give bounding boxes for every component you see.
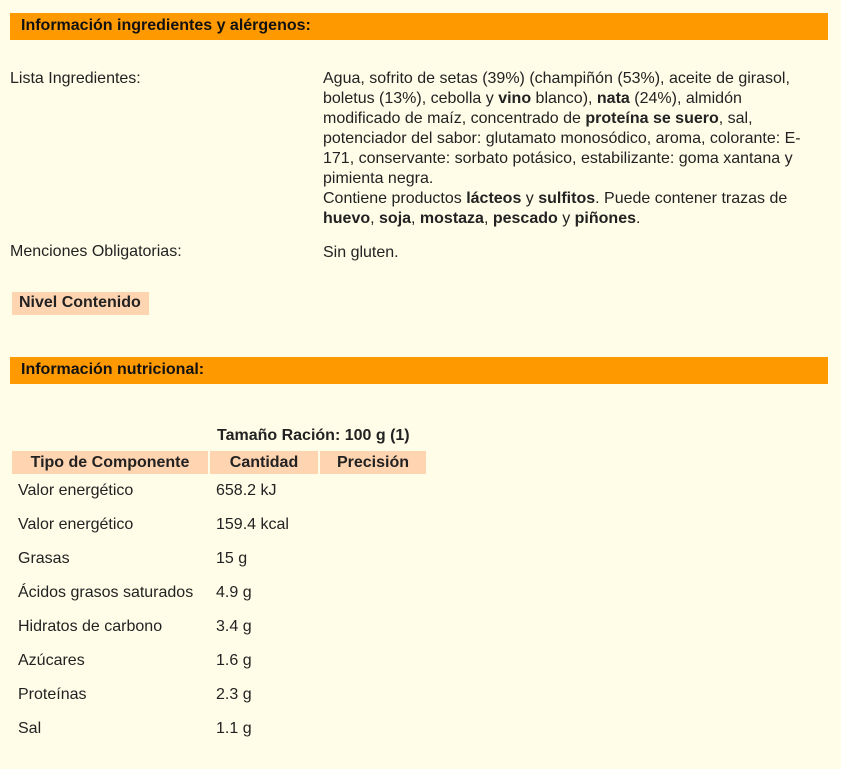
text-segment: blanco), (531, 90, 597, 107)
allergen-highlight: sulfitos (538, 190, 596, 207)
nutrient-quantity: 15 g (216, 550, 248, 567)
ingredients-list-label: Lista Ingredientes: (10, 70, 141, 87)
mentions-label: Menciones Obligatorias: (10, 243, 182, 260)
nutrition-table (10, 451, 428, 746)
allergen-highlight: pescado (492, 210, 558, 227)
header-precision: Precisión (320, 451, 426, 474)
allergen-highlight: proteína se suero (585, 110, 719, 127)
nutrition-row (12, 678, 426, 712)
nutrient-name: Azúcares (18, 652, 85, 669)
allergen-highlight: vino (498, 90, 532, 107)
nutrient-name: Sal (18, 720, 42, 737)
allergen-highlight: piñones (574, 210, 636, 227)
ingredients-text (323, 69, 818, 189)
allergen-highlight: soja (379, 210, 412, 227)
nutrient-name: Valor energético (18, 482, 134, 499)
text-segment: Contiene productos (323, 190, 467, 207)
text-segment: y (521, 190, 539, 207)
mentions-value: Sin gluten. (323, 244, 399, 261)
text-segment: , (411, 210, 420, 227)
serving-size: Tamaño Ración: 100 g (1) (217, 427, 410, 444)
ingredients-list-value (323, 69, 818, 229)
allergen-highlight: nata (596, 90, 630, 107)
nutrient-name: Ácidos grasos saturados (18, 584, 194, 601)
text-segment: y (557, 210, 575, 227)
nutrient-quantity: 3.4 g (216, 618, 252, 635)
nutrition-row (12, 644, 426, 678)
nutrient-precision (320, 474, 426, 508)
nutrition-row (12, 474, 426, 508)
allergen-highlight: mostaza (419, 210, 484, 227)
header-quantity: Cantidad (210, 451, 318, 474)
header-component-type: Tipo de Componente (12, 451, 208, 474)
ingredients-section-title: Información ingredientes y alérgenos: (10, 13, 828, 40)
nutrient-quantity: 2.3 g (216, 686, 252, 703)
nutrition-row (12, 712, 426, 746)
nutrient-precision (320, 542, 426, 576)
nutrient-quantity: 658.2 kJ (216, 482, 277, 499)
nutrient-quantity: 159.4 kcal (216, 516, 289, 533)
nutrient-name: Valor energético (18, 516, 134, 533)
text-segment: (24%), almidón modificado de maíz, concentrado de (323, 90, 742, 127)
nutrient-precision (320, 712, 426, 746)
nutrient-precision (320, 610, 426, 644)
nutrition-row (12, 508, 426, 542)
nutrition-table-header (12, 451, 426, 474)
allergens-text (323, 189, 818, 229)
nutrient-precision (320, 576, 426, 610)
nutrient-precision (320, 678, 426, 712)
text-segment: , (370, 210, 380, 227)
text-segment: , sal, potenciador del sabor: glutamato monosódico, aroma, colorante: E-171, conservante: sorbato potásico, estabilizante: goma xantana y pimienta negra. (323, 110, 801, 187)
nutrition-row (12, 542, 426, 576)
allergen-highlight: lácteos (466, 190, 522, 207)
nutrition-row (12, 610, 426, 644)
nutrient-precision (320, 644, 426, 678)
text-segment: . Puede contener trazas de (595, 190, 788, 207)
nutrient-quantity: 1.6 g (216, 652, 252, 669)
allergen-highlight: huevo (323, 210, 371, 227)
nutrition-section-title: Información nutricional: (10, 357, 828, 384)
nutrient-name: Proteínas (18, 686, 87, 703)
text-segment: . (636, 210, 641, 227)
nutrient-name: Grasas (18, 550, 70, 567)
nutrient-name: Hidratos de carbono (18, 618, 163, 635)
nutrition-row (12, 576, 426, 610)
text-segment: , (483, 210, 493, 227)
content-level-tag: Nivel Contenido (12, 292, 149, 315)
text-segment: Agua, sofrito de setas (39%) (champiñón (53%), aceite de girasol, boletus (13%), cebolla y (323, 70, 790, 107)
nutrient-quantity: 4.9 g (216, 584, 252, 601)
nutrient-precision (320, 508, 426, 542)
nutrient-quantity: 1.1 g (216, 720, 252, 737)
